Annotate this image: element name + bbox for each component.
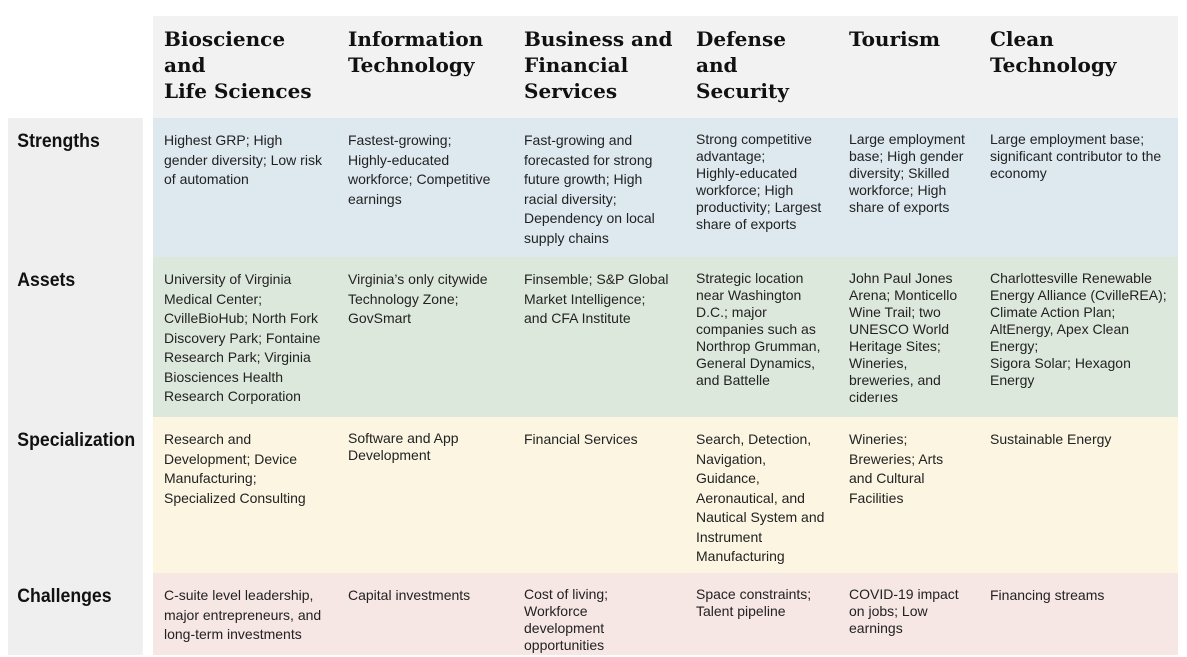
table-cell: Financing streams [979, 573, 1178, 655]
table-cell: John Paul Jones Arena; Monticello Wine Trail; two UNESCO World Heritage Sites; Wineries, breweries, and ciderıes [838, 257, 979, 417]
table-cell: Finsemble; S&P Global Market Intelligence; and CFA Institute [513, 257, 685, 417]
column-header: Business and Financial Services [513, 16, 685, 118]
table-cell: Space constraints; Talent pipeline [685, 573, 838, 655]
table-cell: Fast-growing and forecasted for strong future growth; High racial diversity; Dependency on local supply chains [513, 118, 685, 257]
column-header: Information Technology [337, 16, 513, 118]
table-cell: Wineries; Breweries; Arts and Cultural Facilities [838, 417, 979, 573]
table-cell: Financial Services [513, 417, 685, 573]
table-cell: Large employment base; significant contributor to the economy [979, 118, 1178, 257]
table-cell: Capital investments [337, 573, 513, 655]
table-corner [8, 16, 153, 118]
table-cell: Strategic location near Washington D.C.; major companies such as Northrop Grumman, General Dynamics, and Battelle [685, 257, 838, 417]
table-cell: Research and Development; Device Manufacturing; Specialized Consulting [153, 417, 337, 573]
column-header: Defense and Security [685, 16, 838, 118]
table-cell: Highest GRP; High gender diversity; Low risk of automation [153, 118, 337, 257]
table-cell: Charlottesville Renewable Energy Alliance (CvilleREA); Climate Action Plan; AltEnergy, Apex Clean Energy; Sigora Solar; Hexagon Energy [979, 257, 1178, 417]
table-cell: Fastest-growing; Highly-educated workforce; Competitive earnings [337, 118, 513, 257]
table-cell: Virginia’s only citywide Technology Zone; GovSmart [337, 257, 513, 417]
table-cell: University of Virginia Medical Center; CvilleBioHub; North Fork Discovery Park; Fontaine Research Park; Virginia Biosciences Health Research Corporation [153, 257, 337, 417]
column-header: Bioscience and Life Sciences [153, 16, 337, 118]
row-label-strengths: Strengths [8, 118, 143, 257]
industry-comparison-table [8, 16, 1178, 655]
row-label-assets: Assets [8, 257, 143, 417]
row-label-challenges: Challenges [8, 573, 143, 655]
table-cell: Large employment base; High gender diversity; Skilled workforce; High share of exports [838, 118, 979, 257]
column-header: Tourism [838, 16, 979, 118]
table-cell: Strong competitive advantage; Highly-educated workforce; High productivity; Largest share of exports [685, 118, 838, 257]
table-cell: COVID-19 impact on jobs; Low earnings [838, 573, 979, 655]
table-cell: Software and App Development [337, 417, 513, 573]
table-cell: Sustainable Energy [979, 417, 1178, 573]
table-cell: Cost of living; Workforce development opportunities [513, 573, 685, 655]
column-header: Clean Technology [979, 16, 1178, 118]
row-label-specialization: Specialization [8, 417, 143, 573]
table-cell: C-suite level leadership, major entrepreneurs, and long-term investments [153, 573, 337, 655]
table-cell: Search, Detection, Navigation, Guidance, Aeronautical, and Nautical System and Instrument Manufacturing [685, 417, 838, 573]
